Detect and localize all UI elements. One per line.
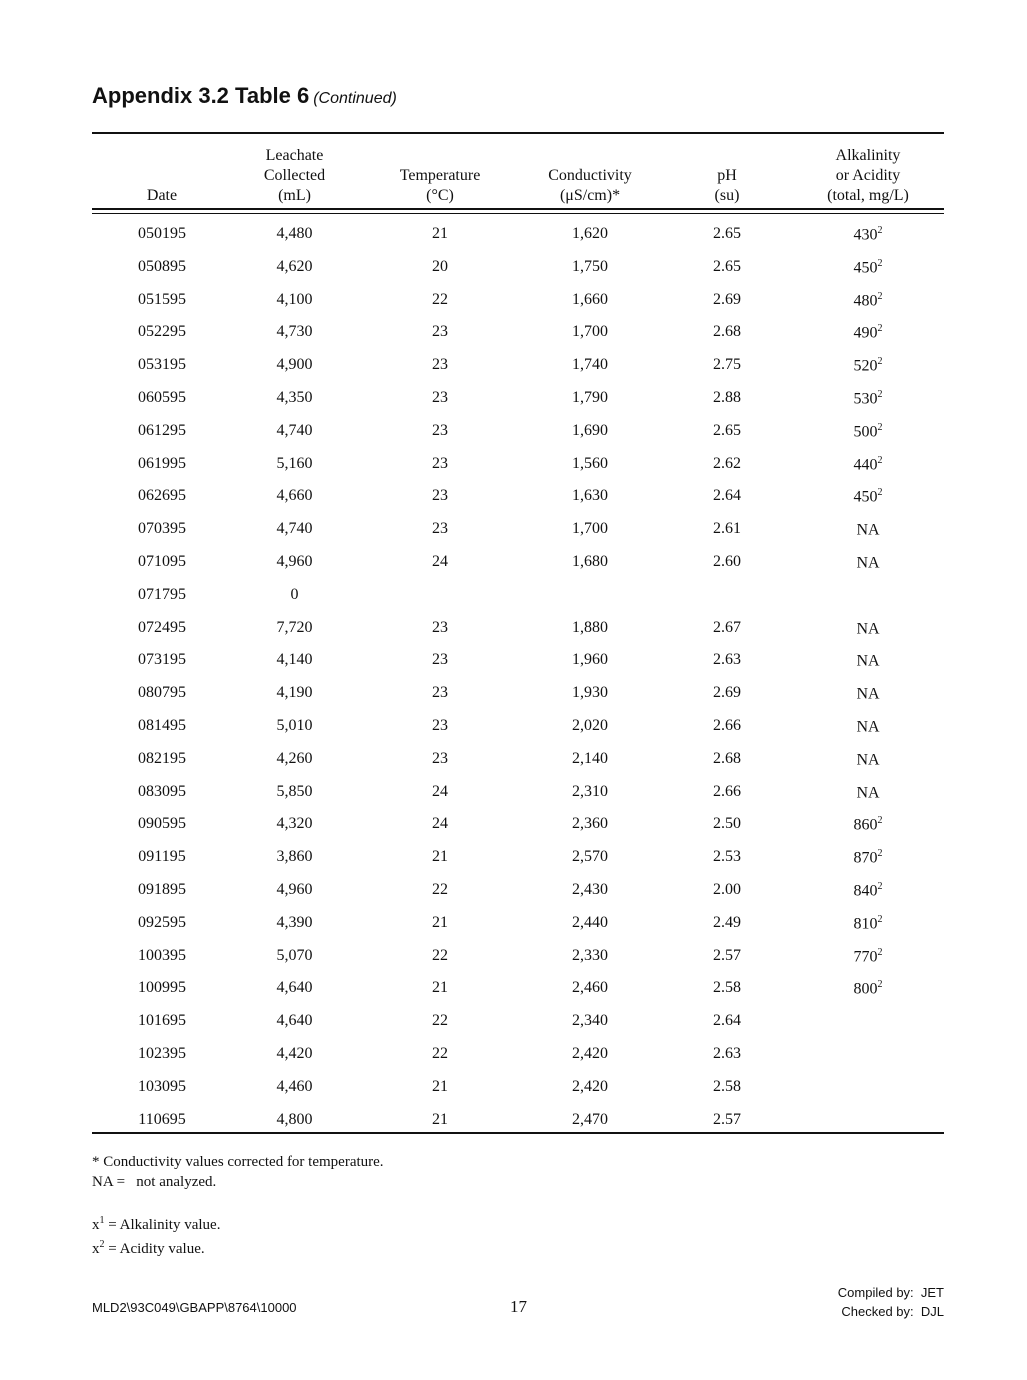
compiled-by: Compiled by: JET: [837, 1285, 944, 1300]
cell-conductivity: 2,570: [572, 848, 608, 866]
cell-date: 090595: [138, 815, 186, 833]
cell-temperature: 24: [432, 815, 448, 833]
cell-conductivity: 1,560: [572, 454, 608, 472]
cell-leachate: 5,160: [276, 454, 313, 472]
cell-ph: 2.49: [713, 913, 741, 931]
cell-leachate: 4,620: [276, 257, 313, 275]
table-row: [92, 252, 944, 285]
cell-conductivity: 2,440: [572, 913, 608, 931]
cell-alkalinity: NA: [856, 685, 880, 703]
cell-temperature: 23: [432, 421, 448, 439]
cell-temperature: 23: [432, 618, 448, 636]
table-row: [92, 1039, 944, 1072]
cell-date: 082195: [138, 749, 186, 767]
cell-leachate: 4,960: [276, 552, 313, 570]
checked-by: Checked by: DJL: [841, 1304, 944, 1319]
cell-ph: 2.65: [713, 421, 741, 439]
cell-ph: 2.68: [713, 323, 741, 341]
superscript-note: 2: [877, 421, 883, 433]
cell-temperature: 22: [432, 880, 448, 898]
cell-alkalinity: NA: [856, 652, 880, 670]
cell-ph: 2.58: [713, 1077, 741, 1095]
cell-temperature: 22: [432, 290, 448, 308]
table-row: [92, 449, 944, 482]
cell-ph: 2.50: [713, 815, 741, 833]
cell-temperature: 21: [432, 1077, 448, 1095]
cell-alkalinity: $480^2$: [853, 290, 883, 309]
cell-temperature: 20: [432, 257, 448, 275]
footer-file-path: MLD2\93C049\GBAPP\8764\10000: [92, 1300, 297, 1315]
cell-date: 091195: [138, 848, 186, 866]
table-row: [92, 1006, 944, 1039]
cell-ph: 2.00: [713, 880, 741, 898]
cell-conductivity: 2,330: [572, 946, 608, 964]
cell-temperature: 23: [432, 520, 448, 538]
cell-leachate: 4,730: [276, 323, 313, 341]
cell-alkalinity: $840^2$: [853, 880, 883, 900]
cell-temperature: 23: [432, 388, 448, 406]
superscript-note: 2: [877, 815, 883, 827]
cell-leachate: 4,100: [276, 290, 313, 308]
cell-temperature: 21: [432, 1110, 448, 1128]
cell-alkalinity: $440^2$: [853, 454, 883, 473]
superscript-note: 2: [877, 356, 883, 368]
superscript-note: 2: [877, 487, 883, 499]
cell-leachate: 4,660: [276, 487, 313, 505]
table-row: [92, 416, 944, 449]
cell-temperature: 24: [432, 552, 448, 570]
table-row: [92, 973, 944, 1006]
cell-ph: 2.75: [713, 356, 741, 374]
cell-conductivity: 2,020: [572, 716, 608, 734]
superscript-note: 2: [877, 257, 883, 269]
cell-date: 102395: [138, 1044, 186, 1062]
cell-ph: 2.63: [713, 1044, 741, 1062]
table-row: [92, 547, 944, 580]
cell-ph: 2.61: [713, 520, 741, 538]
note-x2: $x^2$ = Acidity value.: [92, 1239, 205, 1257]
cell-date: 072495: [138, 618, 186, 636]
cell-leachate: 4,900: [276, 356, 313, 374]
cell-date: 100395: [138, 946, 186, 964]
cell-alkalinity: NA: [856, 554, 880, 572]
cell-leachate: 4,640: [276, 979, 313, 997]
cell-date: 103095: [138, 1077, 186, 1095]
cell-alkalinity: NA: [856, 718, 880, 736]
cell-leachate: 4,260: [276, 749, 313, 767]
table-row: [92, 613, 944, 646]
superscript-note: 2: [877, 979, 883, 991]
cell-conductivity: 2,420: [572, 1044, 608, 1062]
note-conductivity: * Conductivity values corrected for temperature.: [92, 1154, 384, 1170]
cell-alkalinity: $530^2$: [853, 388, 883, 408]
cell-alkalinity: $500^2$: [853, 421, 883, 441]
cell-ph: 2.57: [713, 1110, 741, 1128]
cell-leachate: 0: [290, 585, 299, 603]
cell-leachate: 4,740: [276, 520, 313, 538]
cell-leachate: 4,320: [276, 815, 313, 833]
footnotes: [92, 1152, 384, 1259]
header-conductivity: Conductivity (μS/cm)*: [548, 167, 632, 204]
header-ph: pH (su): [714, 167, 740, 204]
title-continued: (Continued): [313, 90, 397, 107]
header-temperature: Temperature (°C): [399, 167, 481, 204]
cell-date: 062695: [138, 487, 186, 505]
table-row: [92, 744, 944, 777]
cell-ph: 2.62: [713, 454, 741, 472]
cell-alkalinity: NA: [856, 619, 880, 637]
cell-date: 061295: [138, 421, 186, 439]
cell-conductivity: 2,460: [572, 979, 608, 997]
cell-date: 050195: [138, 225, 186, 242]
cell-leachate: 5,010: [276, 716, 313, 734]
cell-date: 081495: [138, 716, 186, 734]
cell-temperature: 23: [432, 487, 448, 505]
cell-conductivity: 2,360: [572, 815, 608, 833]
footer-credits: [838, 1283, 944, 1321]
table-bottom-rule: [92, 1132, 944, 1134]
cell-date: 052295: [138, 323, 186, 341]
cell-temperature: 23: [432, 716, 448, 734]
cell-leachate: 4,800: [276, 1110, 313, 1128]
cell-date: 050895: [138, 257, 186, 275]
cell-temperature: 23: [432, 651, 448, 669]
cell-date: 083095: [138, 782, 186, 800]
cell-conductivity: 1,690: [572, 421, 608, 439]
superscript-note: 2: [877, 913, 883, 925]
table-row: [92, 645, 944, 678]
superscript-note: 2: [877, 848, 883, 860]
cell-leachate: 4,460: [276, 1077, 313, 1095]
cell-temperature: 24: [432, 782, 448, 800]
cell-date: 092595: [138, 913, 186, 931]
cell-date: 091895: [138, 880, 186, 898]
cell-temperature: 21: [432, 979, 448, 997]
header-double-rule: [92, 208, 944, 214]
cell-leachate: 4,420: [276, 1044, 313, 1062]
table-row: [92, 875, 944, 908]
note-x1: $x^1$ = Alkalinity value.: [92, 1215, 221, 1233]
table-row: [92, 809, 944, 842]
cell-conductivity: 1,630: [572, 487, 608, 505]
cell-date: 071795: [138, 585, 186, 603]
cell-leachate: 4,740: [276, 421, 313, 439]
cell-alkalinity: $860^2$: [853, 815, 883, 834]
header-leachate: Leachate Collected (mL): [263, 147, 326, 204]
cell-conductivity: 1,620: [572, 225, 608, 242]
cell-ph: 2.57: [713, 946, 741, 964]
header-date: Date: [146, 187, 178, 204]
cell-conductivity: 1,660: [572, 290, 608, 308]
cell-alkalinity: NA: [856, 751, 880, 769]
cell-temperature: 23: [432, 356, 448, 374]
cell-alkalinity: $490^2$: [853, 323, 883, 342]
cell-ph: 2.53: [713, 848, 741, 866]
cell-alkalinity: $450^2$: [853, 487, 883, 506]
cell-alkalinity: $810^2$: [853, 913, 883, 933]
cell-leachate: 4,350: [276, 388, 313, 406]
cell-ph: 2.69: [713, 290, 741, 308]
cell-leachate: 4,640: [276, 1012, 313, 1030]
cell-conductivity: 2,430: [572, 880, 608, 898]
table-row: [92, 317, 944, 350]
cell-ph: 2.66: [713, 782, 741, 800]
table-row: [92, 514, 944, 547]
cell-ph: 2.69: [713, 684, 741, 702]
cell-date: 051595: [138, 290, 186, 308]
cell-date: 073195: [138, 651, 186, 669]
cell-ph: 2.60: [713, 552, 741, 570]
cell-ph: 2.68: [713, 749, 741, 767]
table-row: [92, 711, 944, 744]
cell-temperature: 23: [432, 684, 448, 702]
cell-conductivity: 1,680: [572, 552, 608, 570]
table-row: [92, 580, 944, 613]
cell-conductivity: 2,340: [572, 1012, 608, 1030]
cell-date: 060595: [138, 388, 186, 406]
table-row: [92, 1072, 944, 1105]
cell-temperature: 22: [432, 946, 448, 964]
cell-leachate: 4,390: [276, 913, 313, 931]
cell-conductivity: 2,310: [572, 782, 608, 800]
cell-temperature: 22: [432, 1012, 448, 1030]
cell-leachate: 4,480: [276, 225, 313, 242]
cell-ph: 2.63: [713, 651, 741, 669]
cell-leachate: 5,850: [276, 782, 313, 800]
cell-temperature: 23: [432, 323, 448, 341]
table-top-rule: [92, 132, 944, 134]
cell-alkalinity: $870^2$: [853, 848, 883, 867]
cell-leachate: 4,190: [276, 684, 313, 702]
cell-conductivity: 2,140: [572, 749, 608, 767]
cell-temperature: 21: [432, 225, 448, 242]
table-row: [92, 481, 944, 514]
superscript-note: 2: [877, 454, 883, 466]
cell-conductivity: 1,930: [572, 684, 608, 702]
table-body: [92, 219, 944, 1137]
cell-alkalinity: NA: [856, 783, 880, 801]
cell-date: 061995: [138, 454, 186, 472]
superscript-note: 2: [877, 880, 883, 892]
cell-date: 101695: [138, 1012, 186, 1030]
cell-conductivity: 2,420: [572, 1077, 608, 1095]
cell-date: 071095: [138, 552, 186, 570]
cell-ph: 2.64: [713, 487, 741, 505]
superscript-note: 2: [877, 388, 883, 400]
cell-date: 100995: [138, 979, 186, 997]
table-row: [92, 777, 944, 810]
superscript-note: 2: [877, 225, 883, 236]
cell-conductivity: 1,960: [572, 651, 608, 669]
cell-leachate: 5,070: [276, 946, 313, 964]
cell-ph: 2.65: [713, 257, 741, 275]
cell-conductivity: 2,470: [572, 1110, 608, 1128]
table-row: [92, 383, 944, 416]
header-alkalinity: Alkalinity or Acidity (total, mg/L): [827, 147, 909, 204]
cell-leachate: 4,140: [276, 651, 313, 669]
table-row: [92, 678, 944, 711]
cell-leachate: 3,860: [276, 848, 313, 866]
cell-ph: 2.67: [713, 618, 741, 636]
cell-alkalinity: $800^2$: [853, 979, 883, 998]
cell-ph: 2.64: [713, 1012, 741, 1030]
cell-ph: 2.66: [713, 716, 741, 734]
superscript-note: 2: [877, 323, 883, 335]
cell-conductivity: 1,880: [572, 618, 608, 636]
table-row: [92, 941, 944, 974]
cell-alkalinity: NA: [856, 521, 880, 539]
table-header: [92, 140, 944, 206]
cell-leachate: 7,720: [276, 618, 313, 636]
cell-date: 070395: [138, 520, 186, 538]
cell-temperature: 21: [432, 913, 448, 931]
cell-ph: 2.65: [713, 225, 741, 242]
cell-alkalinity: $770^2$: [853, 946, 883, 965]
cell-date: 053195: [138, 356, 186, 374]
page-title: Appendix 3.2 Table 6 (Continued): [92, 83, 397, 108]
superscript-note: 2: [877, 290, 883, 302]
cell-conductivity: 1,740: [572, 356, 608, 374]
cell-conductivity: 1,700: [572, 520, 608, 538]
table-row: [92, 350, 944, 383]
cell-temperature: 23: [432, 454, 448, 472]
note-na: NA = not analyzed.: [92, 1174, 217, 1190]
table-row: [92, 285, 944, 318]
cell-temperature: 22: [432, 1044, 448, 1062]
cell-ph: 2.58: [713, 979, 741, 997]
superscript-note: 2: [877, 946, 883, 958]
cell-temperature: 23: [432, 749, 448, 767]
cell-conductivity: 1,790: [572, 388, 608, 406]
cell-temperature: 21: [432, 848, 448, 866]
cell-date: 080795: [138, 684, 186, 702]
cell-date: 110695: [138, 1110, 186, 1128]
cell-conductivity: 1,700: [572, 323, 608, 341]
cell-alkalinity: $430^2$: [853, 225, 883, 244]
cell-conductivity: 1,750: [572, 257, 608, 275]
cell-alkalinity: $450^2$: [853, 257, 883, 277]
page-number: 17: [510, 1297, 527, 1316]
table-row: [92, 219, 944, 252]
cell-leachate: 4,960: [276, 880, 313, 898]
table-row: [92, 908, 944, 941]
cell-ph: 2.88: [713, 388, 741, 406]
table-row: [92, 842, 944, 875]
cell-alkalinity: $520^2$: [853, 356, 883, 375]
